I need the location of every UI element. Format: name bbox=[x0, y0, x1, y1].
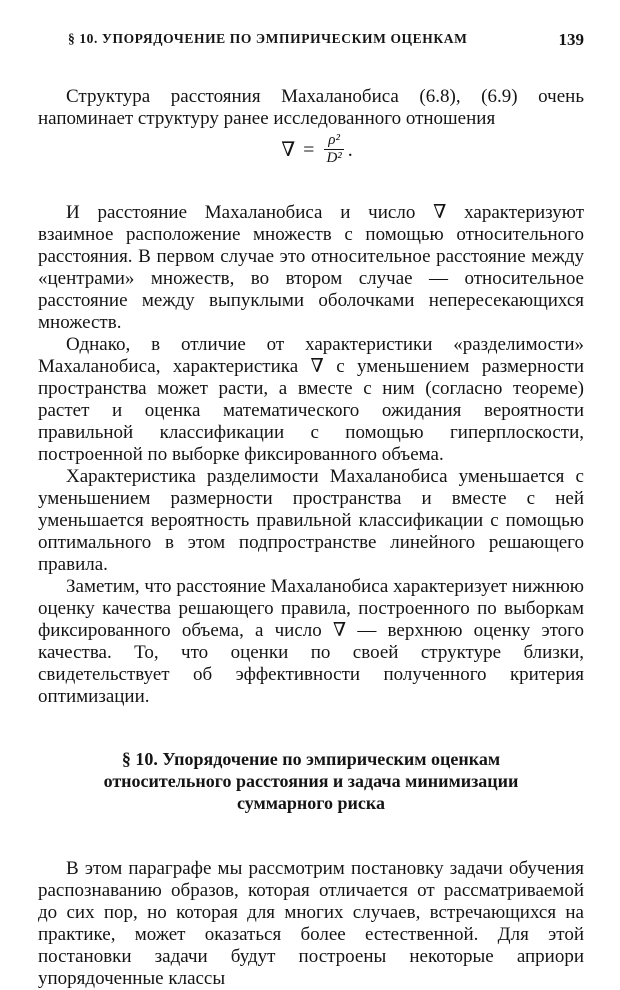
formula-fraction bbox=[322, 132, 345, 167]
section-heading-line: относительного расстояния и задача минимизации bbox=[103, 771, 519, 791]
page-number: 139 bbox=[558, 30, 584, 49]
paragraph-2: Однако, в отличие от характеристики «разделимости» Махаланобиса, характеристика ∇ с уменьшением размерности пространства может расти, а вместе с ним (согласно теореме) растет и оценка математического ожидания вероятности правильной классификации с помощью гиперплоскости, построенной по выборке фиксированного объема. bbox=[38, 334, 584, 465]
formula-denominator: D² bbox=[326, 150, 342, 166]
formula-dot: . bbox=[347, 138, 353, 161]
paragraph-4: Заметим, что расстояние Махаланобиса характеризует нижнюю оценку качества решающего правила, построенного по выборкам фиксированного объема, а число ∇ — верхнюю оценку этого качества. То, что оценки по своей структуре близки, свидетельствует об эффективности полученного критерия оптимизации. bbox=[38, 576, 584, 707]
final-paragraph: В этом параграфе мы рассмотрим постановку задачи обучения распознаванию образов, которая отличается от рассматриваемой до сих пор, но которая для многих случаев, встречающихся на практике, может оказаться более естественной. Для этой постановки задачи будут построены некоторые априори упорядоченные классы bbox=[38, 858, 584, 989]
section-heading-line: суммарного риска bbox=[237, 793, 385, 813]
body-text bbox=[38, 86, 584, 990]
paragraph-1: И расстояние Махаланобиса и число ∇ характеризуют взаимное расположение множеств с помощью относительного расстояния. В первом случае это относительное расстояние между «центрами» множеств, во втором случае — относительное расстояние между выпуклыми оболочками непересекающихся множеств. bbox=[38, 202, 584, 333]
book-page bbox=[38, 28, 584, 990]
formula-numerator: ρ² bbox=[324, 132, 344, 150]
intro-paragraph: Структура расстояния Махаланобиса (6.8), (6.9) очень напоминает структуру ранее исследованного отношения bbox=[38, 86, 584, 129]
section-heading-line: § 10. Упорядочение по эмпирическим оценкам bbox=[121, 749, 501, 769]
formula bbox=[38, 132, 584, 182]
formula-lhs: ∇ bbox=[281, 138, 296, 161]
running-title: § 10. УПОРЯДОЧЕНИЕ ПО ЭМПИРИЧЕСКИМ ОЦЕНКАМ bbox=[68, 31, 468, 46]
section-heading bbox=[38, 748, 584, 814]
paragraph-3: Характеристика разделимости Махаланобиса уменьшается с уменьшением размерности пространства и вместе с ней уменьшается вероятность правильной классификации с помощью оптимального в этом подпространстве линейного решающего правила. bbox=[38, 466, 584, 575]
formula-equals: = bbox=[303, 138, 315, 161]
running-head bbox=[38, 28, 584, 52]
